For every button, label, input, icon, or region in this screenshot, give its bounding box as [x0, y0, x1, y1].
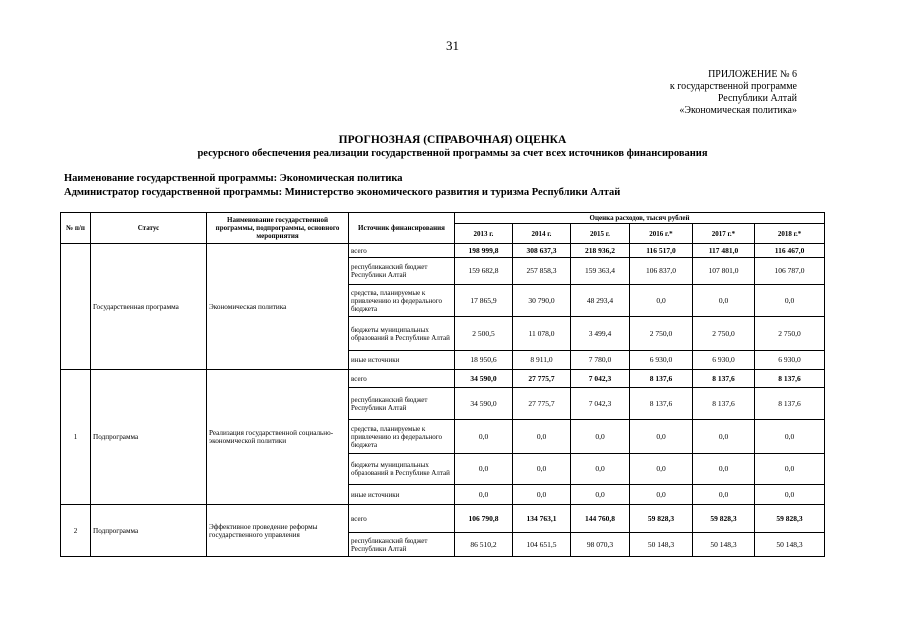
funding-source: средства, планируемые к привлечению из федерального бюджета [349, 420, 455, 454]
value-cell: 6 930,0 [755, 351, 825, 370]
value-cell: 0,0 [571, 420, 630, 454]
value-cell: 59 828,3 [693, 505, 755, 533]
value-cell: 116 467,0 [755, 244, 825, 258]
value-cell: 144 760,8 [571, 505, 630, 533]
value-cell: 0,0 [693, 454, 755, 485]
value-cell: 34 590,0 [455, 370, 513, 388]
value-cell: 0,0 [693, 420, 755, 454]
header-name: Наименование государственной программы, подпрограммы, основного мероприятия [207, 213, 349, 244]
appendix-line-3: Республики Алтай [717, 93, 797, 104]
value-cell: 218 936,2 [571, 244, 630, 258]
value-cell: 0,0 [513, 454, 571, 485]
value-cell: 0,0 [755, 454, 825, 485]
value-cell: 6 930,0 [630, 351, 693, 370]
value-cell: 98 070,3 [571, 533, 630, 557]
value-cell: 50 148,3 [755, 533, 825, 557]
row-number: 1 [61, 370, 91, 505]
funding-source: иные источники [349, 485, 455, 505]
value-cell: 0,0 [755, 285, 825, 317]
header-year: 2014 г. [513, 224, 571, 244]
table-row [61, 505, 825, 533]
funding-source: республиканский бюджет Республики Алтай [349, 258, 455, 285]
value-cell: 8 137,6 [693, 370, 755, 388]
value-cell: 308 637,3 [513, 244, 571, 258]
value-cell: 18 950,6 [455, 351, 513, 370]
appendix-line-1: ПРИЛОЖЕНИЕ № 6 [708, 69, 797, 80]
value-cell: 7 780,0 [571, 351, 630, 370]
value-cell: 34 590,0 [455, 388, 513, 420]
header-year: 2017 г.* [693, 224, 755, 244]
appendix-line-2: к государственной программе [669, 81, 797, 92]
funding-table [60, 212, 825, 557]
value-cell: 0,0 [693, 485, 755, 505]
value-cell: 48 293,4 [571, 285, 630, 317]
page-number: 31 [446, 38, 459, 53]
funding-source: средства, планируемые к привлечению из федерального бюджета [349, 285, 455, 317]
funding-source: бюджеты муниципальных образований в Республике Алтай [349, 454, 455, 485]
value-cell: 2 750,0 [755, 317, 825, 351]
funding-source: бюджеты муниципальных образований в Республике Алтай [349, 317, 455, 351]
funding-source: всего [349, 370, 455, 388]
value-cell: 3 499,4 [571, 317, 630, 351]
row-number [61, 244, 91, 370]
value-cell: 27 775,7 [513, 370, 571, 388]
value-cell: 8 137,6 [630, 370, 693, 388]
value-cell: 8 137,6 [755, 388, 825, 420]
document-title: ПРОГНОЗНАЯ (СПРАВОЧНАЯ) ОЦЕНКА [338, 134, 567, 146]
value-cell: 0,0 [630, 454, 693, 485]
row-program-name: Реализация государственной социально-экономической политики [207, 370, 349, 505]
document-subtitle: ресурсного обеспечения реализации государственной программы за счет всех источников финансирования [197, 148, 708, 159]
appendix-line-4: «Экономическая политика» [679, 105, 797, 116]
value-cell: 117 481,0 [693, 244, 755, 258]
table-row [61, 370, 825, 388]
header-year: 2016 г.* [630, 224, 693, 244]
value-cell: 159 363,4 [571, 258, 630, 285]
funding-source: всего [349, 244, 455, 258]
value-cell: 6 930,0 [693, 351, 755, 370]
value-cell: 7 042,3 [571, 388, 630, 420]
value-cell: 0,0 [693, 285, 755, 317]
value-cell: 116 517,0 [630, 244, 693, 258]
value-cell: 106 837,0 [630, 258, 693, 285]
value-cell: 8 137,6 [693, 388, 755, 420]
header-year: 2018 г.* [755, 224, 825, 244]
row-number: 2 [61, 505, 91, 557]
table-row [61, 244, 825, 258]
funding-source: иные источники [349, 351, 455, 370]
appendix-note [670, 69, 797, 117]
value-cell: 86 510,2 [455, 533, 513, 557]
funding-source: республиканский бюджет Республики Алтай [349, 388, 455, 420]
value-cell: 0,0 [630, 285, 693, 317]
row-status: Государственная программа [91, 244, 207, 370]
header-status: Статус [91, 213, 207, 244]
row-program-name: Экономическая политика [207, 244, 349, 370]
value-cell: 2 750,0 [693, 317, 755, 351]
value-cell: 8 137,6 [630, 388, 693, 420]
value-cell: 30 790,0 [513, 285, 571, 317]
value-cell: 106 790,8 [455, 505, 513, 533]
value-cell: 59 828,3 [755, 505, 825, 533]
value-cell: 0,0 [455, 420, 513, 454]
value-cell: 0,0 [455, 485, 513, 505]
value-cell: 198 999,8 [455, 244, 513, 258]
header-source: Источник финансирования [349, 213, 455, 244]
funding-source: всего [349, 505, 455, 533]
value-cell: 17 865,9 [455, 285, 513, 317]
value-cell: 159 682,8 [455, 258, 513, 285]
value-cell: 8 911,0 [513, 351, 571, 370]
value-cell: 59 828,3 [630, 505, 693, 533]
value-cell: 2 750,0 [630, 317, 693, 351]
value-cell: 50 148,3 [693, 533, 755, 557]
value-cell: 8 137,6 [755, 370, 825, 388]
value-cell: 104 651,5 [513, 533, 571, 557]
value-cell: 0,0 [571, 454, 630, 485]
value-cell: 2 500,5 [455, 317, 513, 351]
value-cell: 0,0 [513, 485, 571, 505]
funding-source: республиканский бюджет Республики Алтай [349, 533, 455, 557]
program-name: Наименование государственной программы: Экономическая политика [64, 173, 403, 184]
row-status: Подпрограмма [91, 505, 207, 557]
header-year: 2015 г. [571, 224, 630, 244]
row-program-name: Эффективное проведение реформы государственного управления [207, 505, 349, 557]
header-num: № п/п [61, 213, 91, 244]
value-cell: 0,0 [455, 454, 513, 485]
value-cell: 0,0 [755, 485, 825, 505]
value-cell: 0,0 [571, 485, 630, 505]
row-status: Подпрограмма [91, 370, 207, 505]
value-cell: 106 787,0 [755, 258, 825, 285]
program-administrator: Администратор государственной программы: Министерство экономического развития и туризма Республики Алтай [64, 187, 621, 198]
value-cell: 7 042,3 [571, 370, 630, 388]
value-cell: 50 148,3 [630, 533, 693, 557]
header-year: 2013 г. [455, 224, 513, 244]
value-cell: 0,0 [755, 420, 825, 454]
value-cell: 107 801,0 [693, 258, 755, 285]
value-cell: 257 858,3 [513, 258, 571, 285]
value-cell: 27 775,7 [513, 388, 571, 420]
value-cell: 0,0 [513, 420, 571, 454]
value-cell: 0,0 [630, 485, 693, 505]
value-cell: 0,0 [630, 420, 693, 454]
value-cell: 134 763,1 [513, 505, 571, 533]
header-estimate: Оценка расходов, тысяч рублей [455, 213, 825, 224]
value-cell: 11 078,0 [513, 317, 571, 351]
